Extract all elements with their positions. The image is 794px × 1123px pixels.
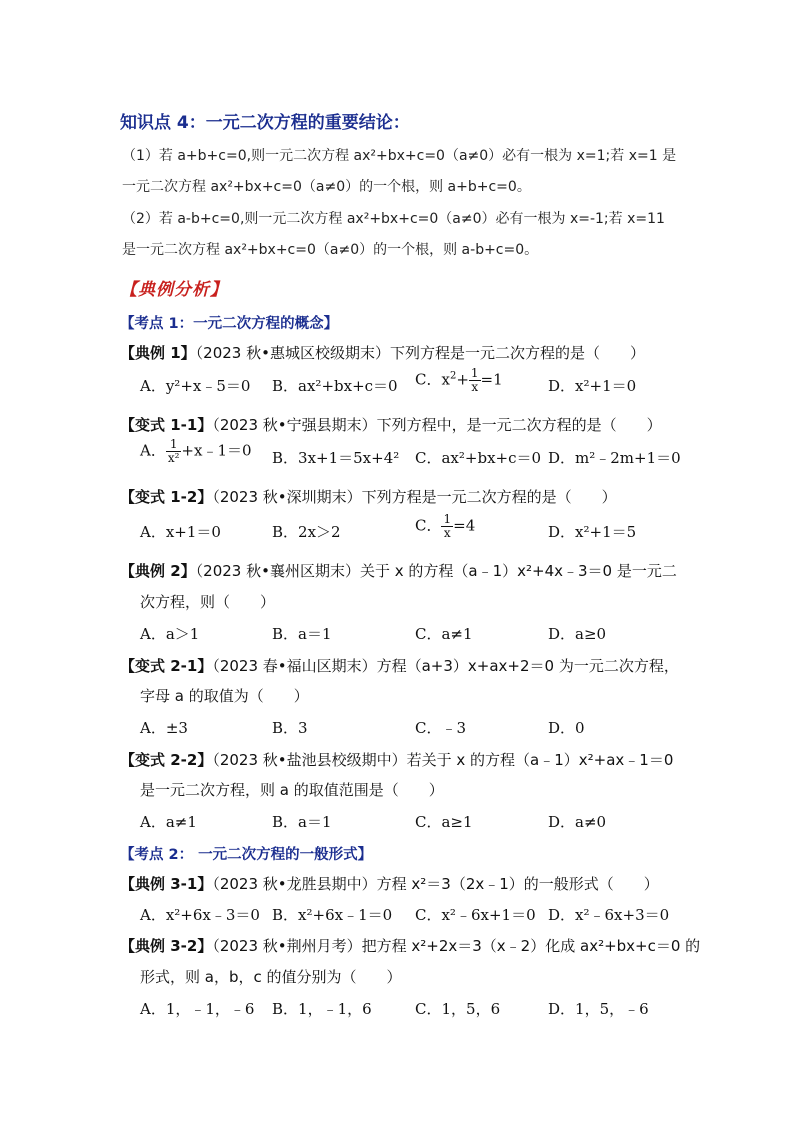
denominator: x² bbox=[167, 451, 180, 465]
fraction bbox=[166, 438, 182, 465]
numerator: 1 bbox=[470, 366, 479, 380]
q31-option-c: C．x²﹣6x+1＝0 bbox=[415, 906, 536, 924]
fraction bbox=[469, 367, 481, 394]
q21-option-c: C．﹣3 bbox=[415, 719, 467, 737]
question-3-2-line-1 bbox=[120, 935, 700, 956]
q31-option-b: B．x²+6x﹣1＝0 bbox=[272, 906, 393, 924]
question-tag: 【变式 2-1】 bbox=[120, 657, 213, 675]
question-2-line-1 bbox=[120, 560, 677, 581]
question-2-line-2: 次方程，则（ ） bbox=[140, 593, 276, 611]
question-2-1-line-1 bbox=[120, 655, 679, 676]
question-text: （2023 秋•惠城区校级期末）下列方程是一元二次方程的是（ ） bbox=[195, 344, 645, 362]
q11-option-c: C．ax²+bx+c＝0 bbox=[415, 449, 542, 467]
conclusion-1-line-2: 一元二次方程 ax²+bx+c=0（a≠0）的一个根，则 a+b+c=0。 bbox=[122, 179, 531, 195]
q22-option-c: C．a≥1 bbox=[415, 813, 473, 831]
q21-option-b: B．3 bbox=[272, 719, 308, 737]
denominator: x bbox=[443, 526, 451, 540]
rest-of-equation: +x﹣1＝0 bbox=[181, 441, 252, 460]
question-tag: 【变式 1-2】 bbox=[120, 488, 213, 506]
question-text: （2023 秋•荆州月考）把方程 x²+2x＝3（x﹣2）化成 ax²+bx+c＝0 的 bbox=[212, 937, 701, 955]
question-text: （2023 秋•深圳期末）下列方程是一元二次方程的是（ ） bbox=[212, 488, 617, 506]
example-analysis-heading: 【典例分析】 bbox=[120, 280, 228, 300]
question-tag: 【典例 3-2】 bbox=[120, 937, 213, 955]
question-tag: 【变式 1-1】 bbox=[120, 416, 213, 434]
option-label: C． bbox=[415, 516, 442, 535]
question-3-1 bbox=[120, 873, 659, 894]
question-text: （2023 秋•盐池县校级期中）若关于 x 的方程（a﹣1）x²+ax﹣1＝0 bbox=[212, 751, 674, 769]
q1-option-a: A．y²+x﹣5＝0 bbox=[140, 377, 251, 395]
question-text: （2023 秋•宁强县期末）下列方程中，是一元二次方程的是（ ） bbox=[212, 416, 662, 434]
q12-option-d: D．x²+1＝5 bbox=[548, 523, 637, 541]
numerator: 1 bbox=[443, 512, 452, 526]
question-tag: 【典例 3-1】 bbox=[120, 875, 213, 893]
q2-option-d: D．a≥0 bbox=[548, 625, 607, 643]
question-2-2-line-2: 是一元二次方程，则 a 的取值范围是（ ） bbox=[140, 781, 444, 799]
question-1-1 bbox=[120, 414, 662, 435]
q12-option-a: A．x+1＝0 bbox=[140, 523, 221, 541]
q12-option-c bbox=[415, 513, 475, 540]
question-tag: 【典例 1】 bbox=[120, 344, 196, 362]
question-text: （2023 秋•襄州区期末）关于 x 的方程（a﹣1）x²+4x﹣3＝0 是一元二 bbox=[195, 562, 677, 580]
question-text: （2023 春•福山区期末）方程（a+3）x+ax+2＝0 为一元二次方程， bbox=[212, 657, 679, 675]
q11-option-a bbox=[140, 438, 252, 465]
question-1-2 bbox=[120, 486, 617, 507]
numerator: 1 bbox=[166, 438, 182, 452]
q2-option-c: C．a≠1 bbox=[415, 625, 473, 643]
q1-option-c bbox=[415, 367, 503, 394]
q11-option-b: B．3x+1＝5x+4² bbox=[272, 449, 400, 467]
q21-option-a: A．±3 bbox=[140, 719, 188, 737]
equals-part: =4 bbox=[453, 516, 476, 535]
q32-option-b: B．1，﹣1，6 bbox=[272, 1000, 372, 1018]
exponent: 2 bbox=[449, 370, 457, 382]
option-label: C． bbox=[415, 370, 442, 389]
denominator: x bbox=[471, 380, 479, 394]
question-text: （2023 秋•龙胜县期中）方程 x²＝3（2x﹣1）的一般形式（ ） bbox=[212, 875, 659, 893]
q31-option-d: D．x²﹣6x+3＝0 bbox=[548, 906, 670, 924]
question-2-2-line-1 bbox=[120, 749, 673, 770]
var-x: x bbox=[441, 370, 450, 389]
conclusion-1-line-1: （1）若 a+b+c=0,则一元二次方程 ax²+bx+c=0（a≠0）必有一根为 x=1;若 x=1 是 bbox=[122, 148, 677, 164]
option-label: A． bbox=[140, 441, 166, 460]
q21-option-d: D．0 bbox=[548, 719, 585, 737]
q22-option-b: B．a＝1 bbox=[272, 813, 332, 831]
q22-option-a: A．a≠1 bbox=[140, 813, 197, 831]
q31-option-a: A．x²+6x﹣3＝0 bbox=[140, 906, 260, 924]
q1-option-d: D．x²+1＝0 bbox=[548, 377, 637, 395]
question-2-1-line-2: 字母 a 的取值为（ ） bbox=[140, 687, 309, 705]
q11-option-d: D．m²﹣2m+1＝0 bbox=[548, 449, 681, 467]
knowledge-point-4-title: 知识点 4：一元二次方程的重要结论： bbox=[120, 113, 410, 133]
q1-option-b: B．ax²+bx+c＝0 bbox=[272, 377, 398, 395]
q32-option-a: A．1，﹣1，﹣6 bbox=[140, 1000, 255, 1018]
q22-option-d: D．a≠0 bbox=[548, 813, 607, 831]
q32-option-c: C．1，5，6 bbox=[415, 1000, 501, 1018]
plus-sign: + bbox=[456, 370, 469, 389]
conclusion-2-line-1: （2）若 a-b+c=0,则一元二次方程 ax²+bx+c=0（a≠0）必有一根为 x=-1;若 x=11 bbox=[122, 211, 665, 227]
q2-option-a: A．a＞1 bbox=[140, 625, 200, 643]
question-tag: 【变式 2-2】 bbox=[120, 751, 213, 769]
q12-option-b: B．2x＞2 bbox=[272, 523, 341, 541]
question-1 bbox=[120, 342, 645, 363]
conclusion-2-line-2: 是一元二次方程 ax²+bx+c=0（a≠0）的一个根，则 a-b+c=0。 bbox=[122, 242, 539, 258]
q32-option-d: D．1，5，﹣6 bbox=[548, 1000, 649, 1018]
kaodian-1-heading: 【考点 1：一元二次方程的概念】 bbox=[120, 316, 339, 332]
kaodian-2-heading: 【考点 2： 一元二次方程的一般形式】 bbox=[120, 847, 373, 863]
fraction bbox=[441, 513, 453, 540]
q2-option-b: B．a＝1 bbox=[272, 625, 332, 643]
question-3-2-line-2: 形式，则 a，b，c 的值分别为（ ） bbox=[140, 968, 402, 986]
equals-part: =1 bbox=[480, 370, 503, 389]
question-tag: 【典例 2】 bbox=[120, 562, 196, 580]
